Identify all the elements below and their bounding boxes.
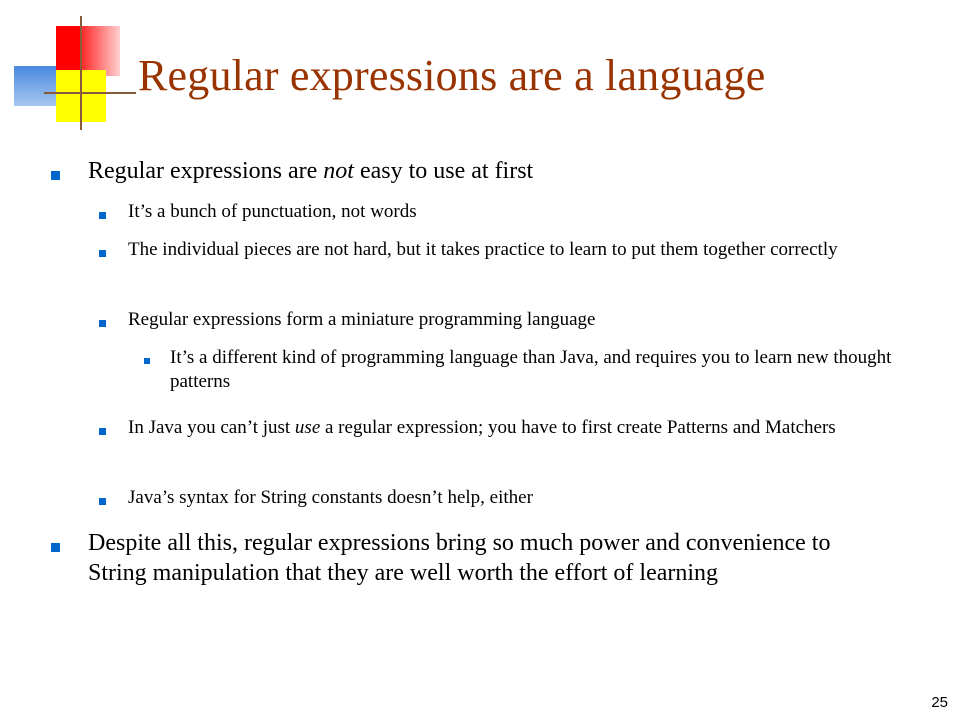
text-run: It’s a different kind of programming language than Java, and requires you to learn new thought patterns [170,347,892,392]
bullet-text [128,486,938,510]
square-bullet-icon [51,171,60,180]
bullet-text [128,416,938,440]
logo-vertical-line [80,16,82,130]
text-run: Regular expressions form a miniature programming language [128,309,596,330]
text-run: Java’s syntax for String constants doesn’t help, either [128,487,533,508]
bullet-text [128,238,938,262]
square-bullet-icon [99,428,106,435]
slide-title: Regular expressions are a language [138,51,766,100]
text-run: easy to use at first [353,158,534,184]
emphasized-text: not [323,158,354,184]
bullet-text [128,308,938,332]
square-bullet-icon [99,212,106,219]
text-run: a regular expression; you have to first create Patterns and Matchers [320,417,836,438]
logo-red-fade [82,26,120,76]
text-run: It’s a bunch of punctuation, not words [128,201,417,222]
square-bullet-icon [144,358,150,364]
text-run: In Java you can’t just [128,417,295,438]
square-bullet-icon [99,498,106,505]
square-bullet-icon [99,250,106,257]
bullet-text [170,346,940,394]
logo-horizontal-line [44,92,136,94]
bullet-text [88,156,888,186]
text-run: Despite all this, regular expressions bring so much power and convenience to String manipulation that they are well worth the effort of learning [88,530,831,587]
text-run: The individual pieces are not hard, but it takes practice to learn to put them together correctly [128,239,838,260]
text-run: Regular expressions are [88,158,324,184]
decorative-logo [0,0,140,140]
bullet-text [128,200,938,224]
square-bullet-icon [51,543,60,552]
square-bullet-icon [99,320,106,327]
bullet-text [88,528,888,588]
emphasized-text: use [294,417,321,438]
page-number: 25 [931,694,948,711]
